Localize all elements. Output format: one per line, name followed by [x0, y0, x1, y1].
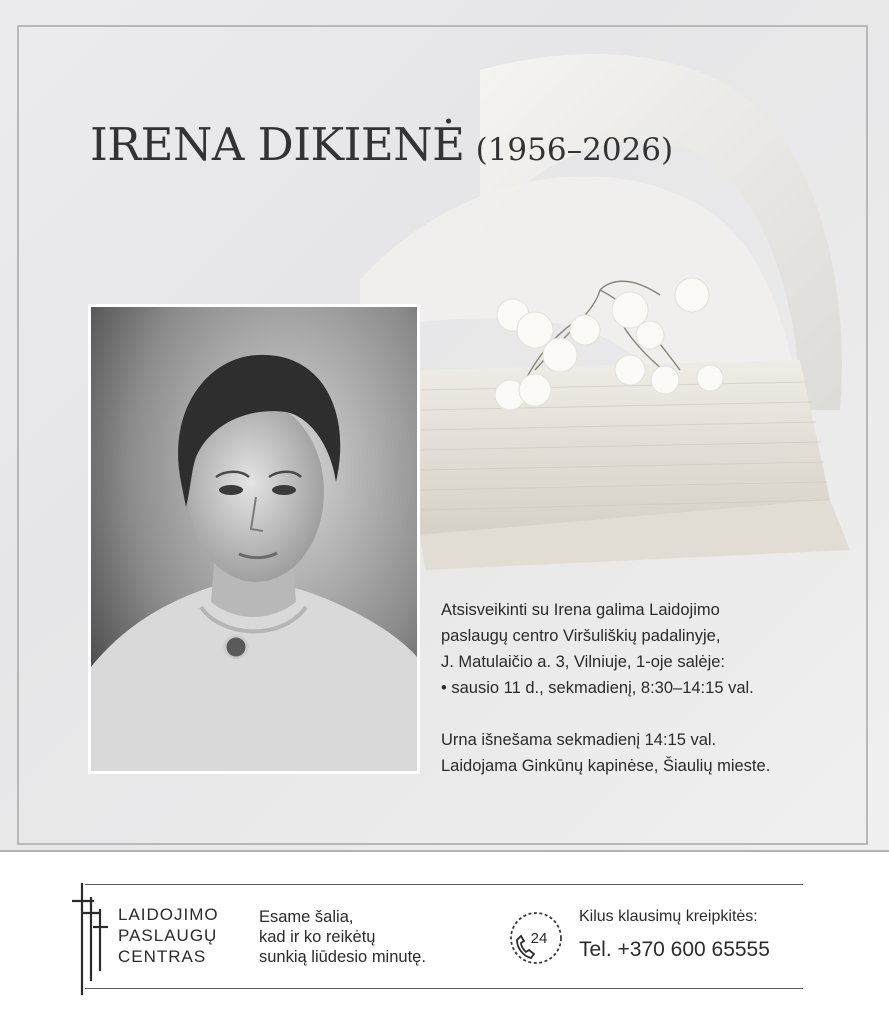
info-line: paslaugų centro Viršuliškių padalinyje, — [441, 627, 721, 645]
deceased-name: IRENA DIKIENĖ — [90, 118, 465, 171]
slogan — [259, 907, 426, 967]
slogan-line: sunkią liūdesio minutę. — [259, 948, 426, 966]
logo-line: PASLAUGŲ — [118, 926, 218, 945]
burial-line: Urna išnešama sekmadienį 14:15 val. — [441, 731, 717, 749]
slogan-line: Esame šalia, — [259, 908, 354, 926]
burial-line: Laidojama Ginkūnų kapinėse, Šiaulių mieste. — [441, 757, 771, 775]
info-line: Atsisveikinti su Irena galima Laidojimo — [441, 601, 720, 619]
contact-label: Kilus klausimų kreipkitės: — [579, 908, 758, 925]
phone-24-icon — [508, 910, 564, 966]
deceased-title — [90, 118, 673, 171]
logo-line: LAIDOJIMO — [118, 905, 219, 924]
logo-line: CENTRAS — [118, 947, 207, 966]
triple-cross-icon — [68, 883, 114, 995]
footer-top-rule — [85, 884, 803, 885]
footer — [0, 850, 889, 1024]
life-years: (1956–2026) — [475, 132, 674, 168]
info-line: J. Matulaičio a. 3, Vilniuje, 1-oje salėje: — [441, 653, 726, 671]
farewell-info — [441, 597, 861, 779]
company-logo-text — [118, 904, 219, 967]
contact-phone[interactable]: Tel. +370 600 65555 — [579, 938, 770, 961]
info-line: • sausio 11 d., sekmadienį, 8:30–14:15 val. — [441, 679, 754, 697]
slogan-line: kad ir ko reikėtų — [259, 928, 376, 946]
phone-badge-text: 24 — [530, 930, 548, 947]
footer-bottom-rule — [85, 988, 803, 989]
portrait-image — [91, 307, 417, 771]
portrait-photo — [88, 304, 420, 774]
